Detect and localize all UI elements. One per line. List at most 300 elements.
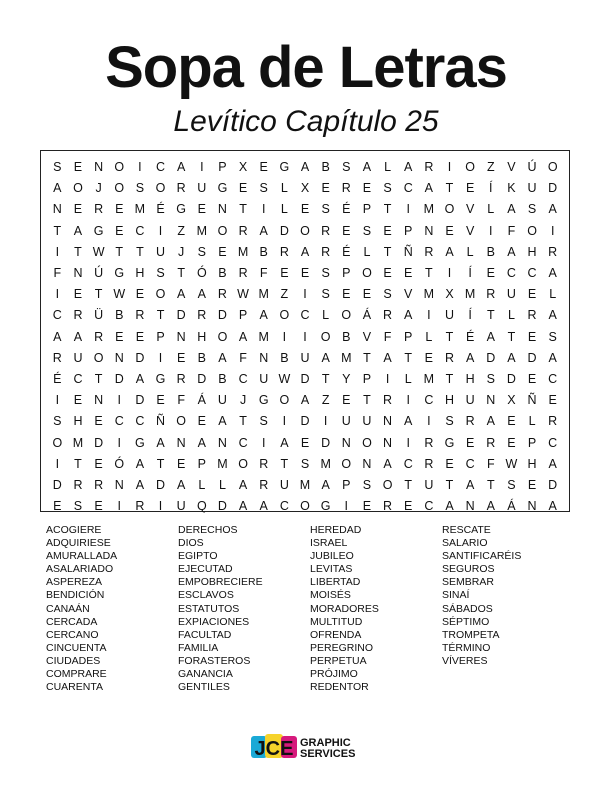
grid-letter: I: [261, 435, 266, 450]
grid-letter: E: [342, 223, 351, 238]
grid-letter: I: [55, 393, 60, 408]
word-item: CIUDADES: [46, 654, 101, 667]
grid-letter: R: [548, 244, 558, 259]
grid-letter: C: [135, 414, 145, 429]
grid-letter: G: [114, 266, 125, 281]
logo-mark: JCE: [254, 738, 294, 760]
grid-letter: J: [95, 181, 102, 196]
grid-row: [47, 475, 563, 496]
grid-letter: A: [73, 223, 83, 238]
grid-letter: C: [279, 499, 289, 514]
grid-letter: D: [548, 181, 558, 196]
grid-letter: A: [445, 499, 454, 514]
grid-letter: P: [218, 160, 227, 175]
grid-letter: O: [217, 223, 228, 238]
grid-letter: S: [321, 202, 330, 217]
word-item: SINAÍ: [442, 589, 470, 602]
word-item: MULTITUD: [310, 615, 363, 628]
word-item: ESTATUTOS: [178, 602, 240, 615]
word-item: PERPETUA: [310, 654, 367, 667]
grid-letter: L: [487, 202, 495, 217]
grid-letter: I: [117, 435, 121, 450]
grid-letter: U: [217, 393, 227, 408]
grid-letter: C: [548, 435, 558, 450]
grid-letter: B: [321, 160, 330, 175]
grid-letter: E: [218, 244, 227, 259]
grid-letter: G: [217, 181, 228, 196]
grid-letter: T: [115, 244, 124, 259]
word-item: PRÓJIMO: [310, 668, 358, 681]
grid-letter: F: [486, 456, 495, 471]
grid-letter: S: [53, 160, 62, 175]
grid-letter: G: [155, 371, 166, 386]
grid-letter: E: [73, 160, 83, 175]
word-item: MOISÉS: [310, 589, 351, 602]
word-item: ASALARIADO: [46, 563, 114, 576]
grid-letter: I: [406, 202, 410, 217]
grid-letter: R: [259, 456, 269, 471]
page-subtitle: Levítico Capítulo 25: [173, 105, 439, 138]
grid-letter: A: [53, 181, 62, 196]
grid-letter: R: [94, 477, 104, 492]
grid-letter: É: [156, 202, 165, 217]
grid-letter: U: [444, 308, 454, 323]
grid-letter: A: [280, 435, 289, 450]
grid-letter: O: [176, 414, 187, 429]
grid-letter: R: [238, 223, 248, 238]
grid-letter: O: [279, 308, 290, 323]
grid-letter: T: [363, 350, 371, 365]
grid-letter: E: [259, 160, 268, 175]
grid-letter: T: [239, 414, 247, 429]
word-item: EMPOBRECIERE: [178, 576, 263, 589]
grid-letter: Z: [321, 393, 330, 408]
grid-row: [47, 411, 563, 432]
grid-letter: Í: [468, 308, 472, 323]
grid-letter: A: [259, 499, 268, 514]
grid-letter: M: [320, 456, 331, 471]
grid-letter: T: [136, 244, 144, 259]
grid-letter: Á: [197, 393, 206, 408]
grid-letter: Z: [280, 287, 289, 302]
grid-letter: R: [383, 393, 393, 408]
word-item: CANAÁN: [46, 602, 90, 615]
grid-letter: N: [94, 393, 104, 408]
grid-letter: E: [527, 287, 537, 302]
grid-letter: Ú: [94, 266, 104, 281]
grid-letter: B: [218, 266, 227, 281]
grid-letter: W: [278, 371, 291, 386]
grid-letter: N: [383, 435, 393, 450]
grid-letter: A: [548, 202, 557, 217]
grid-letter: T: [486, 308, 495, 323]
grid-letter: S: [321, 266, 330, 281]
grid-letter: É: [342, 244, 351, 259]
word-item: COMPRARE: [46, 668, 107, 681]
grid-letter: O: [73, 181, 83, 196]
grid-letter: Ñ: [403, 244, 413, 259]
word-item: SALARIO: [442, 537, 488, 550]
grid-letter: O: [300, 223, 310, 238]
grid-letter: D: [114, 371, 124, 386]
grid-letter: V: [465, 202, 475, 217]
grid-letter: I: [55, 287, 60, 302]
grid-letter: M: [423, 202, 435, 217]
grid-letter: N: [114, 350, 124, 365]
grid-letter: F: [383, 329, 392, 344]
word-item: CERCADA: [46, 615, 98, 628]
grid-letter: I: [158, 350, 163, 365]
grid-letter: U: [300, 350, 310, 365]
grid-letter: A: [238, 477, 248, 492]
grid-letter: C: [135, 223, 145, 238]
word-item: GANANCIA: [178, 668, 233, 681]
grid-letter: M: [217, 456, 228, 471]
grid-letter: G: [258, 393, 269, 408]
grid-letter: Z: [486, 160, 495, 175]
grid-letter: S: [53, 414, 62, 429]
grid-letter: A: [135, 477, 145, 492]
grid-letter: A: [424, 181, 434, 196]
grid-letter: H: [73, 414, 83, 429]
word-item: ACOGIERE: [46, 524, 102, 536]
grid-letter: U: [259, 371, 269, 386]
grid-letter: I: [427, 308, 431, 323]
grid-letter: A: [548, 350, 557, 365]
grid-letter: R: [94, 202, 104, 217]
word-item: SEGUROS: [442, 563, 495, 576]
grid-letter: W: [237, 287, 249, 302]
page-title: Sopa de Letras: [105, 35, 507, 100]
grid-letter: D: [527, 350, 537, 365]
word-item: ISRAEL: [310, 537, 348, 550]
grid-letter: G: [279, 160, 290, 175]
grid-letter: S: [527, 202, 537, 217]
grid-letter: U: [73, 350, 83, 365]
grid-letter: I: [303, 287, 307, 302]
word-item: EGIPTO: [178, 550, 218, 563]
word-column: [178, 524, 310, 694]
grid-letter: E: [465, 435, 475, 450]
grid-letter: R: [424, 456, 434, 471]
grid-letter: R: [73, 308, 83, 323]
grid-letter: I: [261, 202, 266, 217]
grid-letter: M: [423, 287, 435, 302]
word-item: ADQUIRIESE: [46, 537, 111, 550]
grid-letter: É: [342, 202, 351, 217]
grid-letter: B: [259, 244, 268, 259]
grid-letter: H: [444, 393, 454, 408]
grid-letter: U: [341, 414, 351, 429]
grid-letter: C: [424, 393, 434, 408]
grid-letter: S: [73, 499, 83, 514]
word-item: FAMILIA: [178, 641, 219, 654]
grid-letter: A: [73, 329, 83, 344]
grid-letter: F: [239, 350, 247, 365]
grid-letter: D: [321, 435, 331, 450]
grid-letter: A: [486, 329, 495, 344]
grid-letter: R: [321, 223, 331, 238]
grid-letter: S: [259, 181, 268, 196]
grid-letter: Ñ: [156, 414, 166, 429]
grid-letter: D: [548, 477, 558, 492]
grid-letter: O: [362, 435, 372, 450]
word-item: PEREGRINO: [310, 641, 374, 654]
grid-letter: T: [445, 477, 454, 492]
grid-row: [47, 284, 563, 305]
grid-letter: I: [447, 266, 452, 281]
word-item: DIOS: [178, 537, 204, 550]
grid-letter: E: [115, 202, 124, 217]
grid-letter: R: [238, 266, 248, 281]
grid-letter: R: [383, 499, 393, 514]
grid-letter: E: [115, 223, 124, 238]
grid-letter: A: [238, 329, 248, 344]
grid-letter: S: [259, 414, 268, 429]
grid-letter: Ó: [196, 266, 207, 281]
grid-letter: R: [424, 435, 434, 450]
grid-letter: S: [486, 371, 495, 386]
grid-letter: I: [158, 499, 163, 514]
grid-letter: E: [527, 329, 537, 344]
grid-letter: D: [300, 371, 310, 386]
grid-letter: C: [403, 181, 413, 196]
word-item: BENDICIÓN: [46, 589, 105, 602]
grid-letter: E: [445, 223, 454, 238]
grid-letter: B: [218, 371, 227, 386]
word-item: JUBILEO: [310, 550, 354, 563]
grid-letter: N: [73, 266, 83, 281]
grid-letter: N: [341, 435, 351, 450]
grid-letter: A: [404, 160, 413, 175]
grid-letter: E: [156, 393, 165, 408]
grid-row: [47, 199, 563, 220]
grid-letter: R: [176, 371, 186, 386]
grid-letter: T: [425, 266, 433, 281]
grid-letter: E: [362, 181, 372, 196]
grid-letter: N: [114, 477, 124, 492]
word-item: MORADORES: [310, 602, 379, 615]
grid-letter: H: [527, 244, 537, 259]
grid-letter: T: [280, 456, 289, 471]
grid-letter: S: [321, 287, 330, 302]
grid-letter: M: [258, 287, 269, 302]
grid-letter: H: [197, 329, 207, 344]
grid-row: [47, 157, 563, 178]
grid-letter: R: [486, 287, 496, 302]
grid-letter: E: [135, 329, 145, 344]
grid-letter: E: [507, 414, 516, 429]
grid-letter: I: [385, 371, 390, 386]
grid-letter: O: [93, 350, 104, 365]
grid-letter: A: [218, 350, 227, 365]
word-item: SEMBRAR: [442, 576, 494, 589]
grid-letter: M: [196, 223, 208, 238]
grid-letter: C: [156, 160, 166, 175]
grid-letter: D: [217, 499, 227, 514]
grid-letter: I: [323, 414, 328, 429]
grid-letter: T: [445, 181, 454, 196]
grid-letter: D: [94, 435, 104, 450]
grid-letter: L: [322, 308, 330, 323]
grid-letter: C: [506, 266, 516, 281]
word-item: REDENTOR: [310, 681, 369, 694]
grid-letter: E: [300, 435, 310, 450]
grid-letter: C: [52, 308, 62, 323]
grid-letter: T: [239, 202, 247, 217]
grid-letter: A: [486, 414, 495, 429]
grid-letter: O: [114, 160, 125, 175]
grid-letter: M: [464, 287, 476, 302]
grid-row: [47, 327, 563, 348]
grid-letter: I: [158, 223, 163, 238]
grid-letter: M: [258, 329, 269, 344]
word-item: ASPEREZA: [46, 576, 103, 589]
grid-letter: Ñ: [527, 393, 537, 408]
word-item: TÉRMINO: [442, 641, 491, 654]
grid-letter: P: [342, 477, 351, 492]
grid-letter: A: [259, 308, 268, 323]
grid-letter: O: [114, 181, 125, 196]
grid-letter: E: [383, 266, 392, 281]
grid-letter: I: [282, 329, 287, 344]
grid-letter: C: [548, 371, 558, 386]
grid-letter: B: [115, 308, 124, 323]
grid-letter: A: [507, 350, 516, 365]
grid-letter: N: [424, 223, 434, 238]
grid-letter: I: [117, 393, 121, 408]
grid-letter: E: [321, 181, 330, 196]
grid-letter: E: [73, 393, 83, 408]
grid-letter: I: [427, 414, 431, 429]
grid-letter: E: [527, 371, 537, 386]
word-item: FORASTEROS: [178, 654, 251, 667]
grid-letter: R: [486, 435, 496, 450]
grid-letter: U: [527, 181, 537, 196]
word-column: [46, 524, 178, 694]
grid-row: [47, 263, 563, 284]
grid-letter: R: [383, 308, 393, 323]
grid-letter: Ú: [527, 160, 537, 175]
logo-line-1: GRAPHIC: [300, 737, 351, 749]
grid-letter: Y: [342, 371, 351, 386]
word-item: RESCATE: [442, 524, 491, 536]
grid-letter: I: [406, 435, 410, 450]
grid-letter: R: [197, 308, 207, 323]
grid-letter: D: [52, 477, 62, 492]
word-item: SÁBADOS: [442, 602, 493, 615]
grid-letter: A: [197, 435, 206, 450]
grid-letter: P: [404, 223, 413, 238]
grid-letter: Z: [177, 223, 185, 238]
grid-letter: E: [73, 202, 83, 217]
grid-letter: X: [300, 181, 310, 196]
grid-letter: V: [404, 287, 413, 302]
grid-letter: E: [300, 266, 310, 281]
grid-letter: O: [238, 456, 248, 471]
grid-letter: X: [445, 287, 454, 302]
word-item: EXPIACIONES: [178, 615, 250, 628]
grid-letter: U: [279, 477, 289, 492]
grid-letter: O: [547, 160, 558, 175]
grid-letter: I: [117, 499, 121, 514]
word-item: CINCUENTA: [46, 641, 107, 654]
grid-letter: E: [94, 414, 103, 429]
grid-letter: C: [238, 435, 248, 450]
grid-letter: T: [486, 477, 495, 492]
grid-letter: B: [280, 350, 289, 365]
grid-letter: R: [424, 160, 434, 175]
grid-letter: S: [197, 244, 206, 259]
grid-letter: A: [176, 287, 186, 302]
grid-letter: E: [197, 202, 206, 217]
grid-letter: L: [384, 160, 392, 175]
grid-letter: O: [444, 202, 455, 217]
grid-letter: T: [74, 244, 82, 259]
grid-letter: W: [92, 244, 105, 259]
grid-letter: T: [53, 223, 62, 238]
grid-letter: N: [176, 435, 186, 450]
grid-letter: K: [507, 181, 516, 196]
grid-letter: P: [527, 435, 537, 450]
grid-letter: D: [506, 371, 516, 386]
grid-letter: S: [548, 329, 557, 344]
grid-letter: R: [217, 287, 227, 302]
grid-letter: R: [341, 181, 351, 196]
grid-letter: O: [300, 499, 310, 514]
grid-letter: F: [53, 266, 62, 281]
word-item: SANTIFICARÉIS: [442, 550, 522, 563]
grid-letter: M: [341, 350, 352, 365]
grid-letter: R: [424, 244, 434, 259]
grid-letter: N: [465, 499, 475, 514]
grid-letter: R: [444, 350, 454, 365]
grid-letter: E: [527, 477, 537, 492]
word-column: [442, 524, 574, 694]
grid-letter: R: [321, 244, 331, 259]
grid-letter: T: [363, 393, 371, 408]
grid-letter: C: [238, 371, 248, 386]
word-item: AMURALLADA: [46, 550, 118, 563]
grid-letter: E: [176, 456, 186, 471]
grid-letter: A: [321, 350, 330, 365]
grid-letter: J: [178, 244, 185, 259]
grid-letter: X: [507, 393, 516, 408]
grid-letter: C: [300, 308, 310, 323]
grid-letter: N: [383, 414, 393, 429]
grid-letter: N: [217, 435, 227, 450]
grid-letter: E: [507, 435, 516, 450]
grid-letter: C: [527, 266, 537, 281]
grid-letter: Q: [196, 499, 207, 514]
word-column: [310, 524, 442, 694]
grid-letter: N: [94, 160, 104, 175]
grid-letter: A: [507, 244, 516, 259]
grid-letter: V: [362, 329, 372, 344]
grid-letter: U: [197, 181, 207, 196]
grid-letter: E: [197, 414, 206, 429]
grid-letter: E: [465, 181, 475, 196]
word-item: TROMPETA: [442, 628, 500, 641]
grid-letter: E: [342, 393, 351, 408]
grid-letter: A: [218, 414, 227, 429]
grid-letter: C: [114, 414, 124, 429]
grid-letter: P: [197, 456, 206, 471]
grid-letter: R: [465, 414, 475, 429]
grid-letter: E: [94, 499, 103, 514]
grid-letter: L: [280, 202, 288, 217]
grid-letter: A: [238, 499, 248, 514]
